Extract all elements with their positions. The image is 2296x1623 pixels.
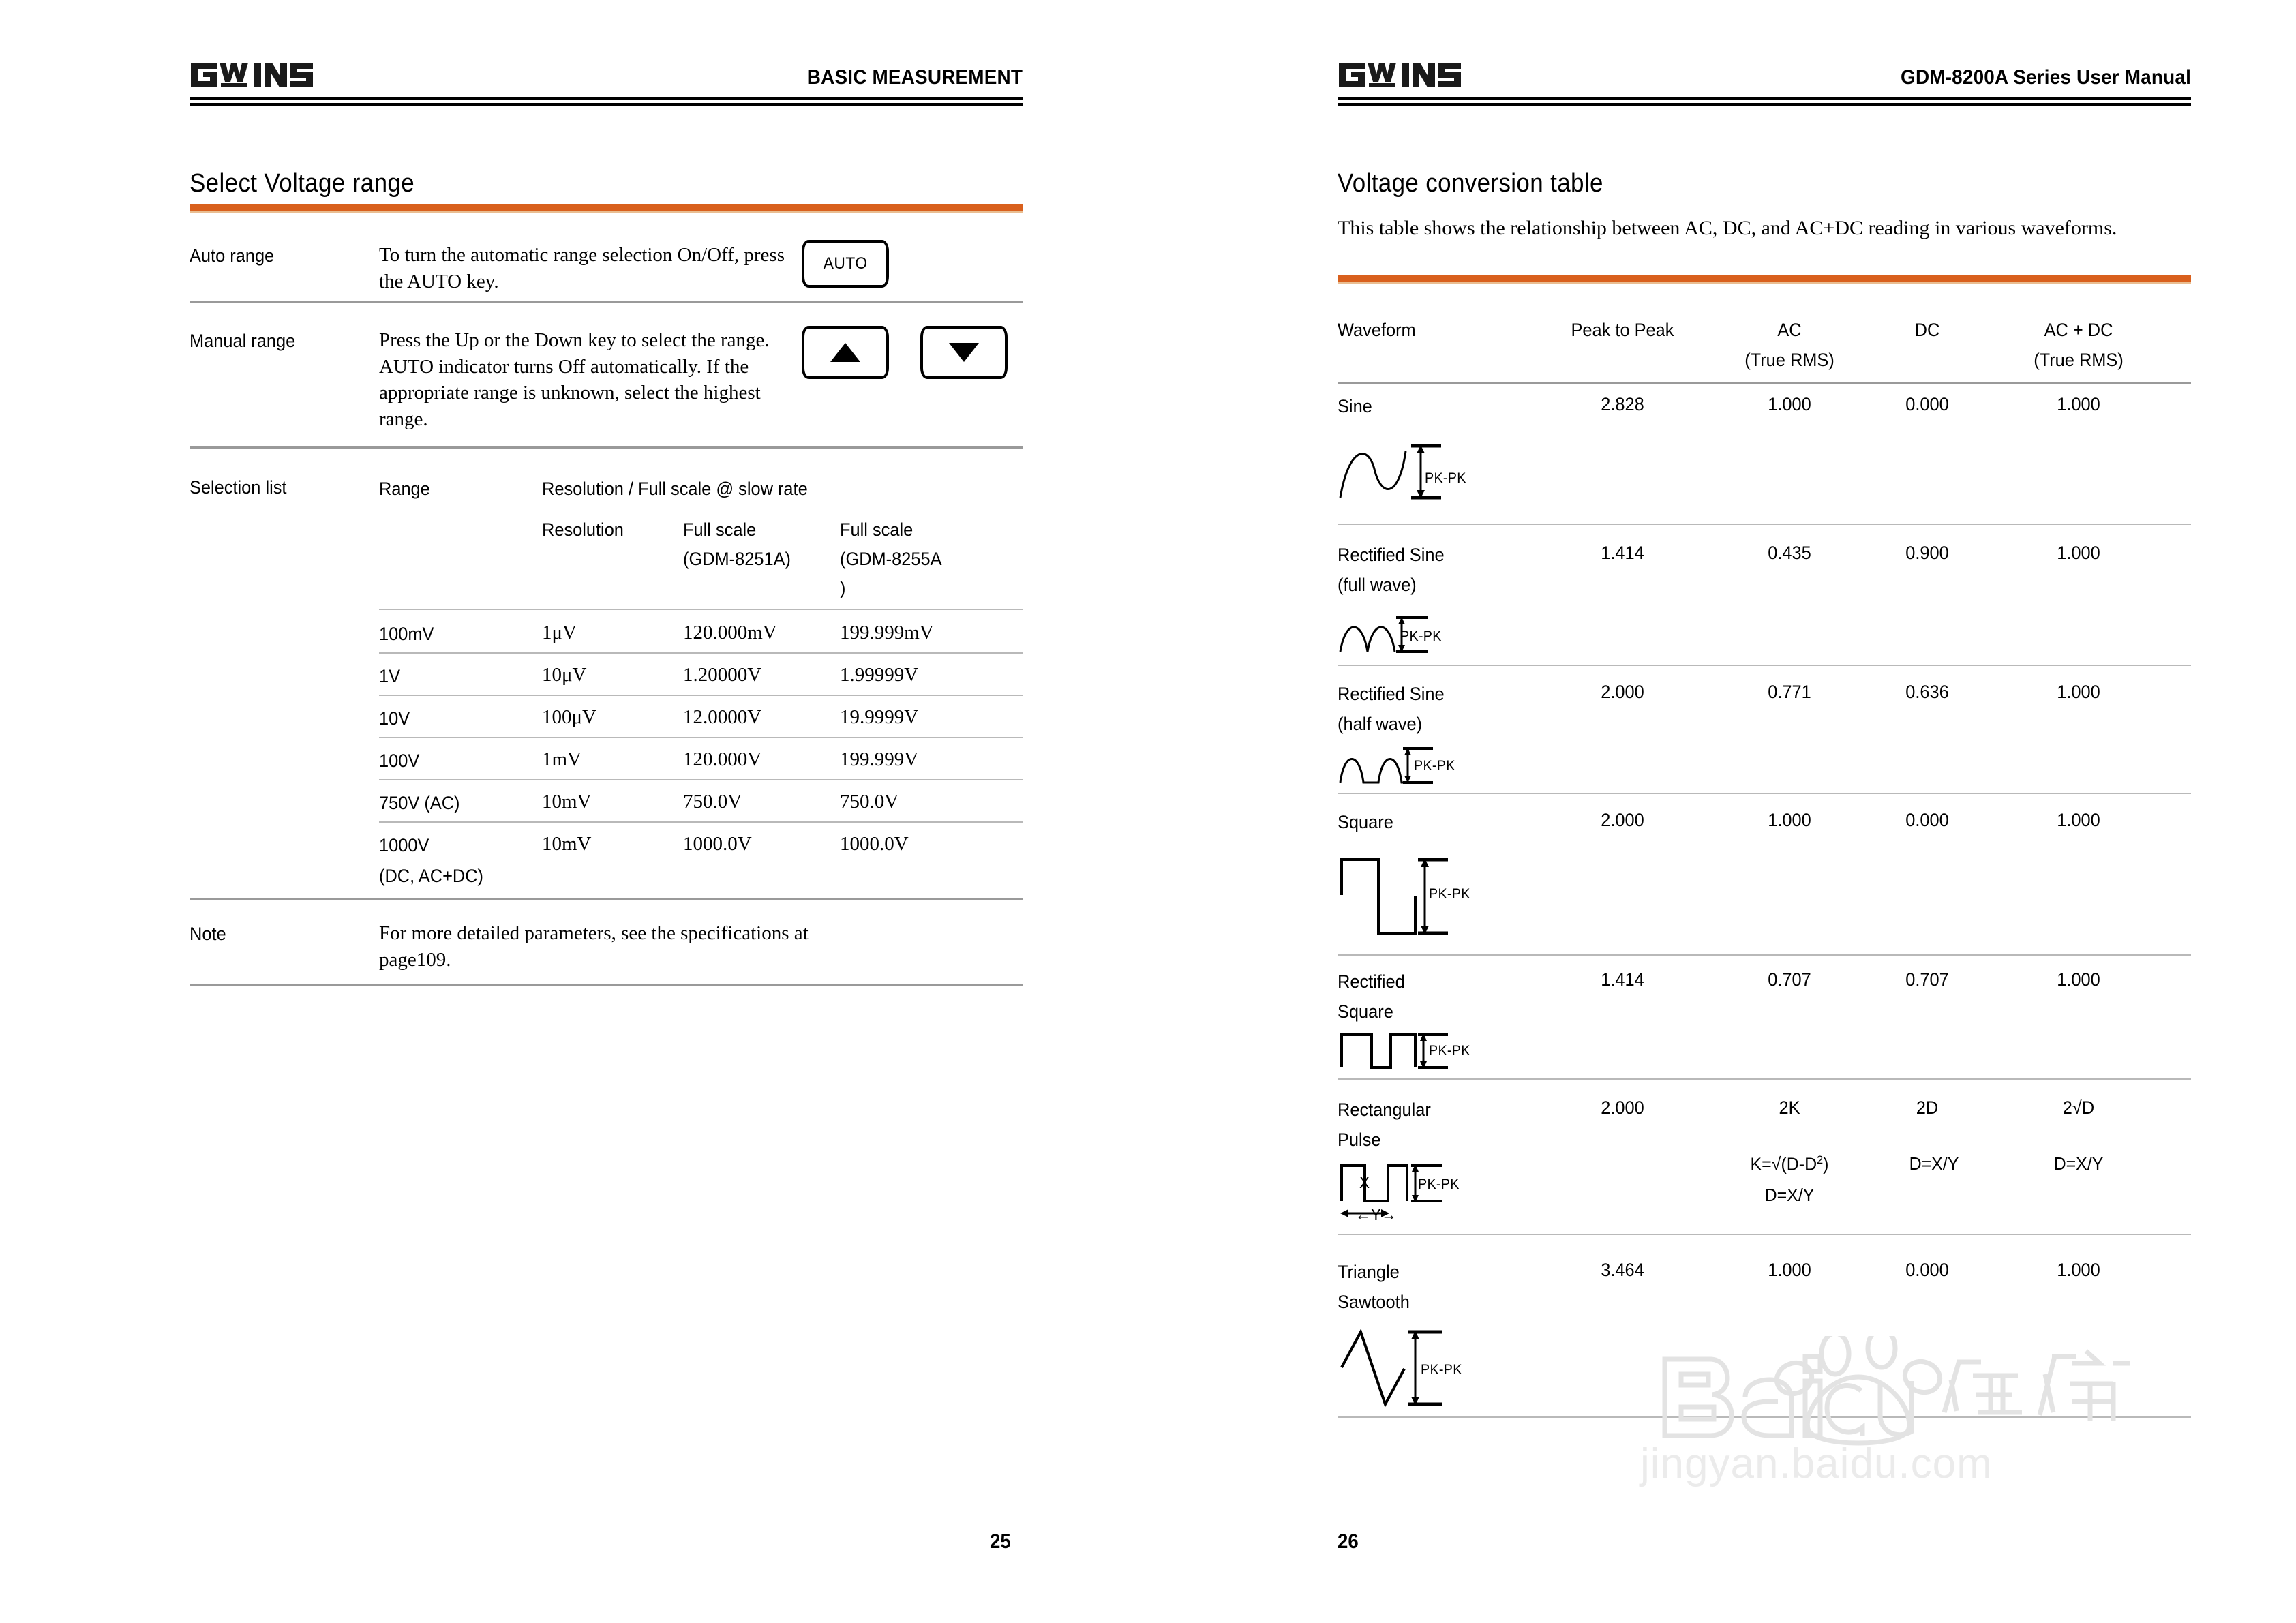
table-rule (379, 695, 1023, 696)
left-section-title: Select Voltage range (190, 169, 415, 198)
cell-peak-to-peak: 1.414 (1601, 543, 1644, 563)
cell-peak-to-peak: 2.000 (1601, 1097, 1644, 1118)
cell-ac-dc: 1.000 (2057, 810, 2100, 830)
manual-range-text: Press the Up or the Down key to select the range. AUTO indicator turns Off automatically. If the appropriate range is unknown, select the highest range. (379, 329, 770, 430)
col-group-header: Resolution / Full scale @ slow rate (542, 479, 808, 499)
pk-pk-label: PK-PK (1421, 1362, 1462, 1378)
pk-pk-label: PK-PK (1418, 1177, 1460, 1192)
cell-range: 100mV (379, 624, 434, 644)
table-rule (1338, 1416, 2191, 1418)
cell-ac: 2K (1779, 1097, 1800, 1118)
cell-full-scale-8251a: 1000.0V (683, 833, 752, 855)
cell-full-scale-8255a: 1000.0V (840, 833, 909, 855)
table-rule (379, 779, 1023, 780)
cell-ac-dc: 1.000 (2057, 969, 2100, 990)
col-header-resolution: Resolution (542, 519, 624, 540)
cell-dc: 0.900 (1905, 543, 1949, 563)
row-name-second-line: Square (1338, 1001, 1393, 1022)
sine-wave-icon (1339, 435, 1441, 503)
right-section-title: Voltage conversion table (1338, 169, 1603, 198)
pk-pk-label: PK-PK (1400, 628, 1442, 644)
table-rule (1338, 524, 2191, 525)
page-right (1148, 0, 2296, 1623)
pulse-x-label: X (1359, 1174, 1370, 1192)
cell-ac: 0.771 (1768, 682, 1811, 702)
table-rule (1338, 1234, 2191, 1235)
row-name: Rectified Sine (1338, 545, 1445, 565)
cell-resolution: 10mV (542, 833, 592, 855)
gwinstek-logo-icon (1338, 60, 1479, 90)
table-rule (1338, 793, 2191, 794)
left-page-header (190, 60, 1023, 90)
auto-key-button[interactable] (802, 240, 889, 288)
cell-full-scale-8251a: 12.0000V (683, 706, 762, 728)
row-name: Triangle (1338, 1262, 1400, 1282)
auto-range-text: To turn the automatic range selection On/Off, press the AUTO key. (379, 244, 785, 292)
cell-ac-formula-1: $K=√(D-D^2)$ (1750, 1153, 1829, 1174)
cell-resolution: 1mV (542, 748, 581, 770)
row-divider (190, 446, 1023, 449)
page-number-right: 26 (1338, 1530, 1359, 1553)
cell-ac-dc-formula: D=X/Y (2053, 1153, 2104, 1174)
cell-peak-to-peak: 2.828 (1601, 394, 1644, 414)
note-text: For more detailed parameters, see the specifications at page109. (379, 922, 809, 971)
col-header-full-scale-8255a-line2: (GDM-8255A (840, 549, 942, 569)
right-header-title: GDM-8200A Series User Manual (1901, 66, 2191, 89)
cell-resolution: 1μV (542, 622, 577, 643)
row-name: Sine (1338, 396, 1372, 416)
row-name-second-line: (half wave) (1338, 714, 1423, 734)
cell-range: 10V (379, 708, 410, 729)
cell-full-scale-8251a: 1.20000V (683, 664, 762, 686)
cell-dc: 0.707 (1905, 969, 1949, 990)
cell-ac: 0.707 (1768, 969, 1811, 990)
pk-pk-label: PK-PK (1429, 1043, 1470, 1059)
cell-dc: 0.000 (1905, 810, 1949, 830)
cell-dc: 2D (1916, 1097, 1939, 1118)
pulse-y-label: ←Y→ (1355, 1206, 1398, 1224)
cell-ac: 1.000 (1768, 394, 1811, 414)
row-name-second-line: (full wave) (1338, 575, 1417, 595)
auto-range-label: Auto range (190, 245, 275, 266)
row-name: Rectangular (1338, 1099, 1431, 1120)
down-arrow-icon (949, 343, 979, 362)
right-page-header (1338, 60, 2191, 90)
right-header-rule (1338, 97, 2191, 106)
cell-peak-to-peak: 2.000 (1601, 810, 1644, 830)
cell-ac-dc: 1.000 (2057, 543, 2100, 563)
cell-peak-to-peak: 1.414 (1601, 969, 1644, 990)
auto-key-label: AUTO (823, 254, 868, 273)
col-header-range: Range (379, 479, 430, 499)
cell-ac-dc: 2√D (2062, 1097, 2095, 1118)
selection-list-label: Selection list (190, 477, 287, 498)
row-name-second-line: Pulse (1338, 1129, 1381, 1150)
up-arrow-icon (830, 343, 860, 362)
page-number-left: 25 (990, 1530, 1011, 1553)
pk-pk-label: PK-PK (1414, 758, 1455, 774)
cell-dc: 0.000 (1905, 394, 1949, 414)
down-key-button[interactable] (920, 326, 1008, 379)
th-ac: AC (1777, 320, 1802, 340)
left-section-rule (190, 204, 1023, 211)
cell-full-scale-8255a: 19.9999V (840, 706, 919, 728)
row-name: Rectified (1338, 971, 1405, 992)
cell-range: 100V (379, 750, 420, 771)
cell-range-second-line: (DC, AC+DC) (379, 866, 483, 886)
note-label: Note (190, 924, 226, 944)
baidu-watermark-url: jingyan.baidu.com (1640, 1440, 1993, 1487)
cell-dc: 0.000 (1905, 1260, 1949, 1280)
th-ac-subtitle: (True RMS) (1744, 350, 1834, 370)
col-header-full-scale-8255a-line3: ) (840, 578, 846, 598)
row-divider (190, 898, 1023, 900)
th-peak-to-peak: Peak to Peak (1571, 320, 1674, 340)
cell-ac-dc: 1.000 (2057, 682, 2100, 702)
table-rule (379, 737, 1023, 738)
table-rule (1338, 665, 2191, 666)
cell-ac-formula-2: D=X/Y (1764, 1185, 1815, 1205)
cell-full-scale-8251a: 120.000V (683, 748, 762, 770)
table-rule (379, 652, 1023, 654)
col-header-full-scale-8255a-line1: Full scale (840, 519, 913, 540)
cell-range: 1V (379, 666, 401, 686)
cell-full-scale-8255a: 1.99999V (840, 664, 919, 686)
cell-full-scale-8255a: 199.999mV (840, 622, 934, 643)
up-key-button[interactable] (802, 326, 889, 379)
cell-resolution: 10mV (542, 791, 592, 813)
cell-full-scale-8251a: 750.0V (683, 791, 742, 813)
left-header-rule (190, 97, 1023, 106)
cell-peak-to-peak: 2.000 (1601, 682, 1644, 702)
col-header-full-scale-8251a-line2: (GDM-8251A) (683, 549, 791, 569)
col-header-full-scale-8251a-line1: Full scale (683, 519, 757, 540)
th-ac-dc: AC + DC (2044, 320, 2113, 340)
pk-pk-label: PK-PK (1429, 886, 1470, 902)
gwinstek-logo-icon (190, 60, 331, 90)
cell-ac: 1.000 (1768, 810, 1811, 830)
table-rule (1338, 382, 2191, 384)
pk-pk-label: PK-PK (1425, 470, 1466, 486)
row-name-second-line: Sawtooth (1338, 1292, 1410, 1312)
cell-full-scale-8255a: 750.0V (840, 791, 899, 813)
cell-range: 750V (AC) (379, 793, 460, 813)
cell-full-scale-8255a: 199.999V (840, 748, 919, 770)
table-rule (379, 821, 1023, 823)
left-header-title: BASIC MEASUREMENT (806, 66, 1023, 89)
table-rule (379, 609, 1023, 610)
row-divider (190, 301, 1023, 303)
cell-ac-dc: 1.000 (2057, 394, 2100, 414)
row-name: Square (1338, 812, 1393, 832)
th-ac-dc-subtitle: (True RMS) (2034, 350, 2124, 370)
cell-dc: 0.636 (1905, 682, 1949, 702)
row-divider (190, 984, 1023, 986)
cell-ac: 1.000 (1768, 1260, 1811, 1280)
cell-resolution: 100μV (542, 706, 596, 728)
manual-range-label: Manual range (190, 331, 296, 351)
cell-range: 1000V (379, 835, 429, 855)
cell-ac: 0.435 (1768, 543, 1811, 563)
cell-peak-to-peak: 3.464 (1601, 1260, 1644, 1280)
right-section-intro: This table shows the relationship between AC, DC, and AC+DC reading in various waveforms. (1338, 217, 2117, 239)
right-section-rule (1338, 275, 2191, 282)
th-dc: DC (1914, 320, 1940, 340)
table-rule (1338, 1078, 2191, 1080)
cell-ac-dc: 1.000 (2057, 1260, 2100, 1280)
row-name: Rectified Sine (1338, 684, 1445, 704)
cell-resolution: 10μV (542, 664, 587, 686)
table-rule (1338, 954, 2191, 956)
cell-full-scale-8251a: 120.000mV (683, 622, 777, 643)
cell-dc-formula: D=X/Y (1909, 1153, 1959, 1174)
th-waveform: Waveform (1338, 320, 1416, 340)
